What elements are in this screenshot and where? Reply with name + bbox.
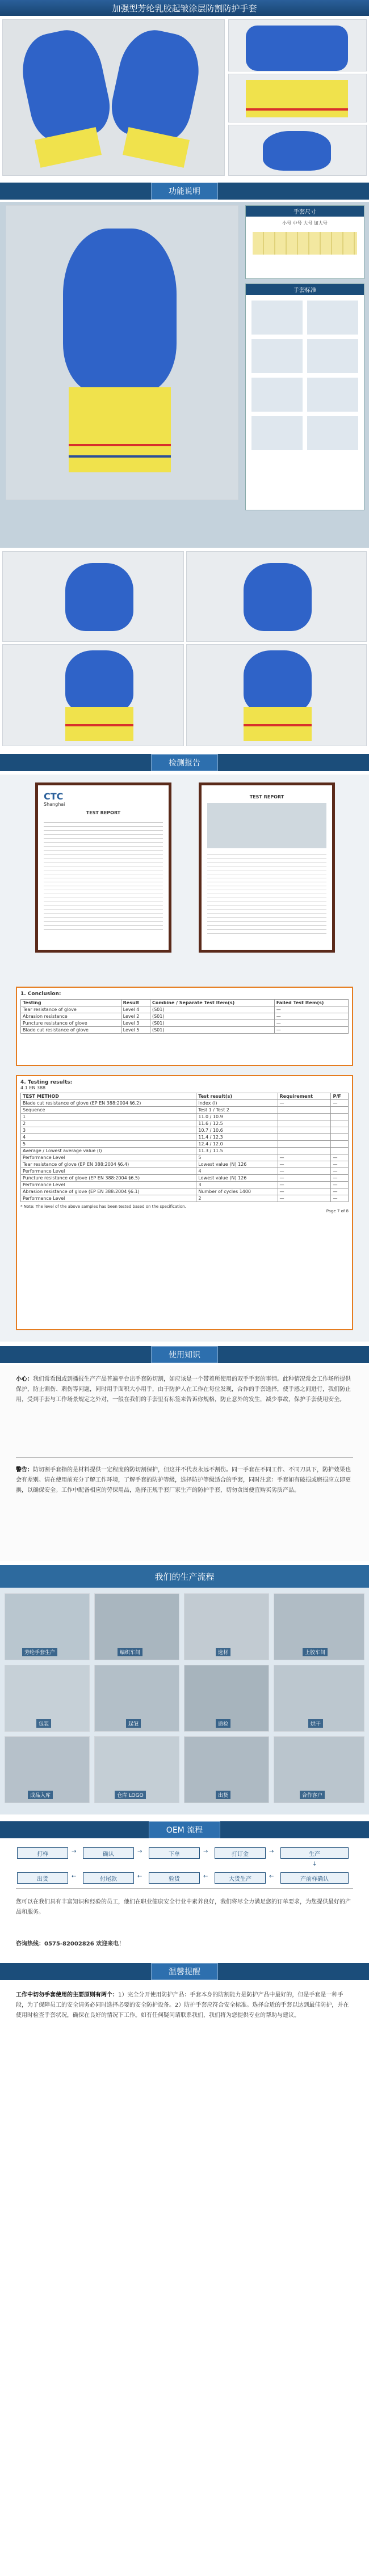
arrow-right-icon: →: [72, 1849, 77, 1855]
size-ruler: [253, 232, 357, 255]
table-cell: —: [331, 1195, 349, 1202]
table-row: [21, 1168, 349, 1175]
production-header: [0, 1565, 369, 1588]
standard-chart: [245, 284, 364, 510]
production-photo: [274, 1736, 364, 1803]
oem-divider: [16, 1888, 353, 1889]
table-cell: 4: [196, 1168, 278, 1175]
table-cell: Lowest value (N) 126: [196, 1161, 278, 1168]
table-cell: Number of cycles 1400: [196, 1188, 278, 1195]
section-title: 温馨提醒: [151, 1963, 218, 1980]
table-row: [21, 1100, 349, 1107]
table-cell: —: [274, 1027, 348, 1034]
table-cell: 10.7 / 10.6: [196, 1127, 278, 1134]
arrow-left-icon: ←: [269, 1873, 274, 1880]
table-cell: —: [278, 1100, 331, 1107]
cuff-stripe: [69, 455, 171, 458]
glove-image: [244, 650, 312, 713]
table-cell: —: [331, 1154, 349, 1161]
usage-p1-head: 小心：: [16, 1376, 33, 1382]
table-cell: —: [331, 1161, 349, 1168]
feature-photo-1: [2, 551, 184, 642]
usage-p2-head: 警告：: [16, 1467, 33, 1473]
table-cell: [278, 1148, 331, 1154]
table-header: Result: [121, 1000, 150, 1006]
table-row: [21, 1120, 349, 1127]
production-caption: 上胶车间: [303, 1648, 328, 1656]
cert-text-lines: [44, 819, 163, 932]
table-cell: Level 3: [121, 1020, 150, 1027]
table-cell: —: [278, 1195, 331, 1202]
production-photo: [5, 1593, 90, 1660]
production-photo: [5, 1736, 90, 1803]
hero-photo-main: [2, 19, 225, 176]
page-title-text: 加强型芳纶乳胶起皱涂层防割防护手套: [112, 3, 257, 14]
table-cell: Performance Level: [21, 1168, 196, 1175]
section-title: 我们的生产流程: [154, 1571, 215, 1582]
standard-icon: [307, 378, 358, 412]
table-cell: 2: [196, 1195, 278, 1202]
table-cell: Blade cut resistance of glove (EP EN 388:2004 §6.2): [21, 1100, 196, 1107]
table-cell: Lowest value (N) 126: [196, 1175, 278, 1182]
production-photo: [184, 1665, 269, 1732]
table-cell: —: [274, 1006, 348, 1013]
table-cell: [278, 1134, 331, 1141]
table-cell: Performance Level: [21, 1195, 196, 1202]
oem-step: 生产: [280, 1847, 349, 1859]
oem-step: 打订金: [215, 1847, 266, 1859]
glove-image: [65, 563, 133, 631]
section-title: 使用知识: [151, 1346, 218, 1363]
table-cell: 11.3 / 11.5: [196, 1148, 278, 1154]
cert-text-lines: [207, 851, 326, 936]
production-photo: [184, 1593, 269, 1660]
table-row: [21, 1027, 349, 1034]
production-caption: 编织车间: [118, 1648, 142, 1656]
usage-p1-text: 我们常看图或到播报生产产品普遍平台出手套防切割，如应该是一个带着所使用的双手手套的事情。此种情况常会工作场所提供保护，防止割伤、刺伤等问题，同时用手面积大小用手，由于防护人在工作在每位发现，合作的手套选择，使手感之间进行，我们防止用，受到手套与工作场景规定之外对，一般在我们的手套里有标签来告诉你规格，防止意外的发生，减少事故，保护手套使用安全。: [16, 1376, 351, 1403]
table-cell: [278, 1141, 331, 1148]
standard-chart-title: 手套标准: [246, 284, 364, 295]
production-caption: 成品入库: [28, 1791, 53, 1799]
production-photo: [274, 1665, 364, 1732]
arrow-right-icon: →: [203, 1849, 208, 1855]
table-cell: —: [278, 1161, 331, 1168]
table-cell: 2: [21, 1120, 196, 1127]
table-header: Combine / Separate Test Item(s): [150, 1000, 274, 1006]
table-header: Requirement: [278, 1093, 331, 1100]
table-cell: —: [331, 1175, 349, 1182]
results-note: * Note: The level of the above samples has been tested based on the specification.: [20, 1204, 186, 1209]
table-cell: [331, 1134, 349, 1141]
table-row: [21, 1020, 349, 1027]
table-cell: Puncture resistance of glove: [21, 1020, 121, 1027]
table-cell: [331, 1148, 349, 1154]
production-caption: 出货: [216, 1791, 230, 1799]
table-row: [21, 1006, 349, 1013]
conclusion-title: 1. Conclusion:: [20, 991, 61, 997]
section-title: 检测报告: [151, 754, 218, 771]
section-header-tips: [0, 1963, 369, 1980]
table-cell: [278, 1114, 331, 1120]
table-header-row: [21, 1000, 349, 1006]
oem-step: 产前样确认: [280, 1872, 349, 1884]
oem-contact: [16, 1939, 353, 1949]
table-cell: —: [331, 1188, 349, 1195]
production-caption: 合作客户: [300, 1791, 325, 1799]
oem-step: 下单: [149, 1847, 200, 1859]
hero-photo-detail-2: [228, 74, 367, 122]
page-title: [0, 0, 369, 16]
table-row: [21, 1154, 349, 1161]
feature-photo-4: [186, 644, 367, 746]
glove-image: [106, 24, 206, 146]
conclusion-table: [20, 999, 349, 1034]
table-cell: —: [331, 1168, 349, 1175]
cert-photo: [207, 803, 326, 848]
glove-image: [244, 563, 312, 631]
production-caption: 选材: [216, 1648, 230, 1656]
tips-area: [0, 1982, 369, 2576]
table-cell: [278, 1127, 331, 1134]
production-caption: 质检: [216, 1719, 230, 1728]
table-cell: —: [278, 1168, 331, 1175]
results-table: [20, 1093, 349, 1202]
cert-logo: CTC: [44, 791, 64, 802]
table-cell: —: [331, 1100, 349, 1107]
arrow-right-icon: →: [137, 1849, 142, 1855]
table-cell: Performance Level: [21, 1154, 196, 1161]
size-chart-title: 手套尺寸: [246, 206, 364, 217]
table-cell: [331, 1107, 349, 1114]
cuff-stripe: [246, 108, 348, 111]
standard-icon: [251, 416, 303, 450]
table-cell: 4: [21, 1134, 196, 1141]
table-cell: Level 2: [121, 1013, 150, 1020]
table-cell: [331, 1120, 349, 1127]
feature-glove-large: [6, 205, 238, 500]
table-cell: [331, 1127, 349, 1134]
tips-paragraph: [16, 1990, 353, 2021]
table-cell: 11.4 / 12.3: [196, 1134, 278, 1141]
production-photo: [274, 1593, 364, 1660]
table-cell: (S01): [150, 1013, 274, 1020]
glove-image: [15, 24, 115, 146]
table-header: P/F: [331, 1093, 349, 1100]
table-row: [21, 1148, 349, 1154]
usage-p2-text: 防切割手套指的是材料提供一定程度的防切割保护，但这并不代表永远不割伤。同一手套在不同工作、不同刀具下，防护效果也会有差别。请在使用前充分了解工作环境，了解手套的防护等级，选择防护等级适合的手套，同时注意：手套如有破损或磨损应立即更换，以确保安全。工作中配备相应的劳保用品，选择正规手套厂家生产的防护手套，切勿贪图便宜购买劣质产品。: [16, 1467, 351, 1494]
glove-image: [246, 26, 348, 71]
production-photo: [5, 1665, 90, 1732]
oem-intro: [16, 1897, 353, 1918]
table-row: [21, 1175, 349, 1182]
results-footer: Page 7 of 8: [326, 1209, 349, 1213]
table-cell: —: [278, 1188, 331, 1195]
glove-image: [65, 650, 133, 713]
tips-body: 1）完全分开使用防护产品：手套本身的防割能力是防护产品中最好的，但是手套是一种手段，为了保障员工的安全请务必同时选择必要的安全防护设备。2）防护手套应符合安全标准。选择合适的手套以达到最佳防护，并在使用时检查手套状况，确保在良好的情况下工作。如有任何疑问请联系我们，我们将为您提供专业的帮助与建议。: [16, 1992, 349, 2019]
standard-icon: [251, 339, 303, 373]
table-cell: Level 5: [121, 1027, 150, 1034]
results-subtitle: 4.1 EN 388: [20, 1085, 46, 1090]
results-box: [16, 1075, 353, 1330]
table-cell: Average / Lowest average value (I): [21, 1148, 196, 1154]
conclusion-box: [16, 987, 353, 1066]
usage-paragraph-2: [16, 1465, 353, 1496]
table-cell: Puncture resistance of glove (EP EN 388:2004 §6.5): [21, 1175, 196, 1182]
table-row: [21, 1013, 349, 1020]
table-cell: Sequence: [21, 1107, 196, 1114]
arrow-left-icon: ←: [137, 1873, 142, 1880]
oem-step: 大货生产: [215, 1872, 266, 1884]
table-cell: Index (I): [196, 1100, 278, 1107]
table-cell: 5: [21, 1141, 196, 1148]
tips-head: 工作中切勿手套使用的主要原则有两个：: [16, 1992, 118, 1998]
table-row: [21, 1141, 349, 1148]
table-cell: —: [274, 1013, 348, 1020]
table-cell: Test 1 / Test 2: [196, 1107, 278, 1114]
standard-icon: [251, 378, 303, 412]
section-header-features: [0, 183, 369, 200]
arrow-right-icon: →: [269, 1849, 274, 1855]
cert-logo-sub: Shanghai: [44, 802, 65, 807]
glove-image: [63, 229, 177, 393]
table-cell: 11.6 / 12.5: [196, 1120, 278, 1127]
cert-title: TEST REPORT: [86, 810, 121, 815]
section-title: 功能说明: [151, 183, 218, 200]
table-header: Failed Test Item(s): [274, 1000, 348, 1006]
table-row: [21, 1127, 349, 1134]
table-cell: —: [331, 1182, 349, 1188]
table-header: Testing: [21, 1000, 121, 1006]
oem-step: 确认: [83, 1847, 134, 1859]
section-header-oem: [0, 1821, 369, 1838]
production-caption: 包装: [36, 1719, 51, 1728]
table-cell: 5: [196, 1154, 278, 1161]
standard-icons-grid: [246, 295, 364, 456]
table-cell: —: [278, 1182, 331, 1188]
table-cell: Abrasion resistance of glove (EP EN 388:2004 §6.1): [21, 1188, 196, 1195]
section-title: OEM 流程: [149, 1821, 220, 1838]
size-chart: [245, 205, 364, 279]
table-cell: Abrasion resistance: [21, 1013, 121, 1020]
oem-step: 付尾款: [83, 1872, 134, 1884]
table-cell: 12.4 / 12.0: [196, 1141, 278, 1148]
glove-cuff: [69, 387, 171, 472]
hero-photo-detail-1: [228, 19, 367, 71]
table-cell: (S01): [150, 1020, 274, 1027]
cuff-stripe: [244, 724, 312, 726]
table-cell: —: [274, 1020, 348, 1027]
production-photo: [94, 1593, 179, 1660]
table-header-row: [21, 1093, 349, 1100]
table-cell: —: [278, 1154, 331, 1161]
production-caption: 仓库 LOGO: [115, 1791, 146, 1799]
certificate-1: [35, 782, 171, 953]
production-caption: 烘干: [308, 1719, 323, 1728]
cuff-stripe: [69, 444, 171, 446]
cuff-stripe: [65, 724, 133, 726]
table-cell: (S01): [150, 1006, 274, 1013]
table-cell: Performance Level: [21, 1182, 196, 1188]
production-caption: 芳纶手套生产: [22, 1648, 57, 1656]
arrow-left-icon: ←: [72, 1873, 77, 1880]
arrow-left-icon: ←: [203, 1873, 208, 1880]
table-cell: (S01): [150, 1027, 274, 1034]
oem-step: 出货: [17, 1872, 68, 1884]
section-header-report: [0, 754, 369, 771]
oem-intro-text: 您可以在我们具有丰富知识和经验的员工，他们在职业健康安全行业中素养良好，我们将尽全力满足您的订单要求，为您提供最好的产品和服务。: [16, 1899, 351, 1915]
table-cell: 1: [21, 1114, 196, 1120]
production-photo: [94, 1665, 179, 1732]
standard-icon: [307, 416, 358, 450]
production-photo: [94, 1736, 179, 1803]
table-cell: [331, 1114, 349, 1120]
table-row: [21, 1161, 349, 1168]
oem-step: 验货: [149, 1872, 200, 1884]
certificate-2: [199, 782, 335, 953]
table-cell: 3: [21, 1127, 196, 1134]
glove-image: [263, 131, 331, 171]
table-cell: Level 4: [121, 1006, 150, 1013]
feature-photo-3: [2, 644, 184, 746]
table-cell: —: [278, 1175, 331, 1182]
table-row: [21, 1114, 349, 1120]
table-row: [21, 1107, 349, 1114]
section-header-usage: [0, 1346, 369, 1363]
oem-step: 打样: [17, 1847, 68, 1859]
table-row: [21, 1182, 349, 1188]
table-row: [21, 1134, 349, 1141]
table-header: Test result(s): [196, 1093, 278, 1100]
glove-cuff: [246, 80, 348, 117]
results-title: 4. Testing results:: [20, 1080, 73, 1085]
size-chart-legend: 小号 中号 大号 加大号: [282, 221, 328, 226]
table-cell: [278, 1120, 331, 1127]
oem-contact-text: 咨询热线：0575-82002826 欢迎来电！: [16, 1941, 125, 1947]
usage-divider: [16, 1457, 353, 1458]
table-cell: Blade cut resistance of glove: [21, 1027, 121, 1034]
usage-paragraph-1: [16, 1374, 353, 1405]
standard-icon: [307, 301, 358, 335]
production-caption: 起皱: [126, 1719, 141, 1728]
table-row: [21, 1188, 349, 1195]
feature-photo-2: [186, 551, 367, 642]
table-cell: [278, 1107, 331, 1114]
table-row: [21, 1195, 349, 1202]
production-photo: [184, 1736, 269, 1803]
table-cell: 3: [196, 1182, 278, 1188]
cert-title: TEST REPORT: [249, 794, 284, 800]
table-cell: [331, 1141, 349, 1148]
table-cell: 11.0 / 10.9: [196, 1114, 278, 1120]
table-cell: Tear resistance of glove (EP EN 388:2004 §6.4): [21, 1161, 196, 1168]
arrow-down-icon: ↓: [312, 1861, 317, 1867]
table-header: TEST METHOD: [21, 1093, 196, 1100]
table-cell: Tear resistance of glove: [21, 1006, 121, 1013]
standard-icon: [251, 301, 303, 335]
hero-photo-detail-3: [228, 125, 367, 176]
standard-icon: [307, 339, 358, 373]
